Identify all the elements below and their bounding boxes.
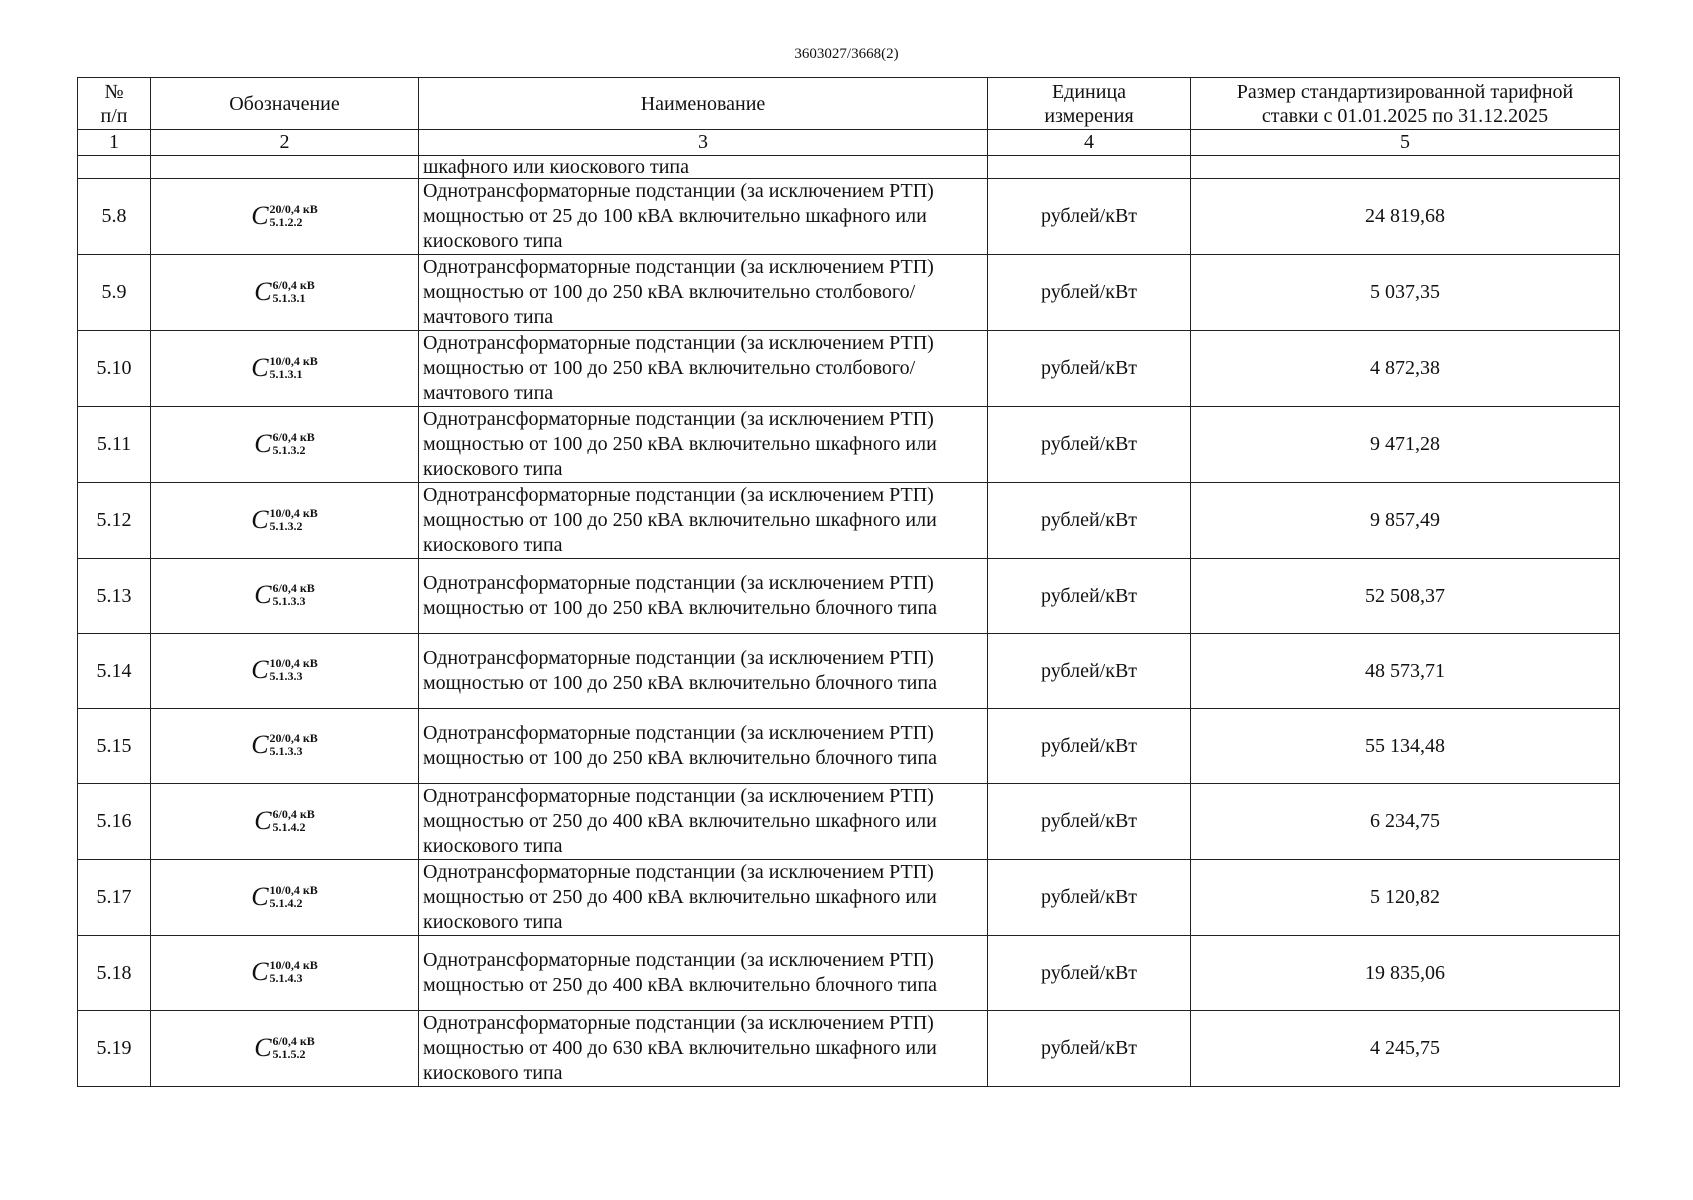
designation-letter: C xyxy=(251,352,269,382)
designation-letter: C xyxy=(254,428,272,458)
table-row xyxy=(78,634,1620,709)
row-name: Однотрансформаторные подстанции (за исключением РТП) мощностью от 250 до 400 кВА включительно блочного типа xyxy=(419,936,988,1011)
designation-subscript: 5.1.3.2 xyxy=(272,442,306,457)
designation-formula xyxy=(254,805,315,835)
row-number: 5.17 xyxy=(78,860,151,936)
row-designation xyxy=(151,179,419,255)
row-unit: рублей/кВт xyxy=(988,483,1191,559)
designation-subscript: 5.1.4.3 xyxy=(269,971,303,985)
header-row xyxy=(78,78,1620,130)
table-row xyxy=(78,559,1620,634)
tariff-table xyxy=(77,77,1620,1087)
header-unit-line1: Единица xyxy=(1051,80,1127,103)
row-unit: рублей/кВт xyxy=(988,331,1191,407)
designation-superscript: 6/0,4 кВ xyxy=(272,277,315,292)
designation-letter: C xyxy=(251,730,269,759)
row-rate-value: 5 120,82 xyxy=(1191,860,1620,936)
row-rate-value: 9 857,49 xyxy=(1191,483,1620,559)
row-number: 5.15 xyxy=(78,709,151,784)
row-name: Однотрансформаторные подстанции (за исключением РТП) мощностью от 250 до 400 кВА включительно шкафного или киоскового типа xyxy=(419,860,988,936)
designation-superscript: 10/0,4 кВ xyxy=(269,656,318,670)
row-name: Однотрансформаторные подстанции (за исключением РТП) мощностью от 250 до 400 кВА включительно шкафного или киоскового типа xyxy=(419,784,988,860)
designation-formula xyxy=(254,276,315,306)
designation-letter: C xyxy=(254,805,272,835)
row-designation xyxy=(151,936,419,1011)
designation-subscript: 5.1.3.1 xyxy=(269,366,303,381)
designation-superscript: 10/0,4 кВ xyxy=(269,505,318,520)
row-name: Однотрансформаторные подстанции (за исключением РТП) мощностью от 100 до 250 кВА включительно шкафного или киоскового типа xyxy=(419,483,988,559)
header-number-line1: № xyxy=(104,80,124,103)
table-row xyxy=(78,1011,1620,1087)
row-name: Однотрансформаторные подстанции (за исключением РТП) мощностью от 100 до 250 кВА включительно шкафного или киоскового типа xyxy=(419,407,988,483)
header-unit-line2: измерения xyxy=(1044,104,1134,127)
designation-superscript: 10/0,4 кВ xyxy=(269,353,318,368)
designation-formula xyxy=(251,504,318,534)
row-name: Однотрансформаторные подстанции (за исключением РТП) мощностью от 100 до 250 кВА включительно блочного типа xyxy=(419,634,988,709)
designation-letter: C xyxy=(251,504,269,534)
designation-superscript: 6/0,4 кВ xyxy=(272,806,315,821)
header-number xyxy=(78,78,151,130)
row-number: 5.12 xyxy=(78,483,151,559)
designation-subscript: 5.1.2.2 xyxy=(269,214,303,229)
row-rate-value: 55 134,48 xyxy=(1191,709,1620,784)
row-unit: рублей/кВт xyxy=(988,709,1191,784)
row-name: Однотрансформаторные подстанции (за исключением РТП) мощностью от 100 до 250 кВА включительно блочного типа xyxy=(419,559,988,634)
designation-formula xyxy=(251,657,318,683)
designation-formula xyxy=(251,732,318,758)
table-row xyxy=(78,709,1620,784)
designation-letter: C xyxy=(251,655,269,684)
header-rate xyxy=(1191,78,1620,130)
row-unit: рублей/кВт xyxy=(988,634,1191,709)
row-number: 5.11 xyxy=(78,407,151,483)
row-rate-value: 4 872,38 xyxy=(1191,331,1620,407)
row-rate-value: 48 573,71 xyxy=(1191,634,1620,709)
designation-letter: C xyxy=(251,881,269,911)
header-rate-line2: ставки с 01.01.2025 по 31.12.2025 xyxy=(1261,104,1549,127)
designation-subscript: 5.1.4.2 xyxy=(269,895,303,910)
row-unit: рублей/кВт xyxy=(988,1011,1191,1087)
row-unit: рублей/кВт xyxy=(988,255,1191,331)
row-name: Однотрансформаторные подстанции (за исключением РТП) мощностью от 100 до 250 кВА включительно столбового/мачтового типа xyxy=(419,255,988,331)
designation-letter: C xyxy=(254,1032,272,1062)
row-number: 5.19 xyxy=(78,1011,151,1087)
row-rate-value: 5 037,35 xyxy=(1191,255,1620,331)
row-designation xyxy=(151,860,419,936)
designation-letter: C xyxy=(254,276,272,306)
row-number: 5.10 xyxy=(78,331,151,407)
designation-subscript: 5.1.3.3 xyxy=(272,594,306,608)
table-row xyxy=(78,255,1620,331)
row-designation xyxy=(151,331,419,407)
row-designation xyxy=(151,709,419,784)
column-number: 4 xyxy=(988,130,1191,156)
designation-superscript: 6/0,4 кВ xyxy=(272,581,315,595)
column-number: 5 xyxy=(1191,130,1620,156)
designation-formula xyxy=(254,582,315,608)
designation-subscript: 5.1.3.2 xyxy=(269,518,303,533)
table-row xyxy=(78,860,1620,936)
header-rate-line1: Размер стандартизированной тарифной xyxy=(1236,80,1574,103)
table-row xyxy=(78,179,1620,255)
designation-letter: C xyxy=(251,957,269,986)
row-designation xyxy=(151,1011,419,1087)
designation-subscript: 5.1.3.1 xyxy=(272,290,306,305)
header-number-line2: п/п xyxy=(100,104,128,127)
row-name: Однотрансформаторные подстанции (за исключением РТП) мощностью от 400 до 630 кВА включительно шкафного или киоскового типа xyxy=(419,1011,988,1087)
row-number: 5.18 xyxy=(78,936,151,1011)
row-designation xyxy=(151,559,419,634)
row-rate-value: 19 835,06 xyxy=(1191,936,1620,1011)
designation-superscript: 6/0,4 кВ xyxy=(272,429,315,444)
designation-subscript: 5.1.3.3 xyxy=(269,744,303,758)
row-name: Однотрансформаторные подстанции (за исключением РТП) мощностью от 25 до 100 кВА включительно шкафного или киоскового типа xyxy=(419,179,988,255)
row-designation xyxy=(151,255,419,331)
header-name: Наименование xyxy=(419,78,988,130)
row-name: Однотрансформаторные подстанции (за исключением РТП) мощностью от 100 до 250 кВА включительно блочного типа xyxy=(419,709,988,784)
row-rate-value: 9 471,28 xyxy=(1191,407,1620,483)
row-unit: рублей/кВт xyxy=(988,784,1191,860)
header-designation: Обозначение xyxy=(151,78,419,130)
designation-formula xyxy=(251,959,318,985)
row-name: Однотрансформаторные подстанции (за исключением РТП) мощностью от 100 до 250 кВА включительно столбового/мачтового типа xyxy=(419,331,988,407)
row-unit: рублей/кВт xyxy=(988,860,1191,936)
designation-formula xyxy=(251,881,318,911)
designation-superscript: 6/0,4 кВ xyxy=(272,1033,315,1048)
column-number: 2 xyxy=(151,130,419,156)
row-rate-value: 6 234,75 xyxy=(1191,784,1620,860)
column-number: 3 xyxy=(419,130,988,156)
row-unit: рублей/кВт xyxy=(988,559,1191,634)
row-number: 5.14 xyxy=(78,634,151,709)
designation-formula xyxy=(254,1032,315,1062)
header-unit xyxy=(988,78,1191,130)
designation-subscript: 5.1.5.2 xyxy=(272,1046,306,1061)
row-designation xyxy=(151,634,419,709)
row-designation xyxy=(151,407,419,483)
row-unit: рублей/кВт xyxy=(988,936,1191,1011)
row-designation xyxy=(151,483,419,559)
designation-subscript: 5.1.4.2 xyxy=(272,819,306,834)
column-number: 1 xyxy=(78,130,151,156)
designation-letter: C xyxy=(251,200,269,230)
row-number: 5.16 xyxy=(78,784,151,860)
row-unit: рублей/кВт xyxy=(988,179,1191,255)
column-number-row xyxy=(78,130,1620,156)
row-number: 5.13 xyxy=(78,559,151,634)
designation-superscript: 20/0,4 кВ xyxy=(269,731,318,745)
row-unit: рублей/кВт xyxy=(988,407,1191,483)
designation-formula xyxy=(251,352,318,382)
row-designation xyxy=(151,784,419,860)
table-row xyxy=(78,483,1620,559)
table-row xyxy=(78,331,1620,407)
continuation-row xyxy=(78,156,1620,179)
row-rate-value: 24 819,68 xyxy=(1191,179,1620,255)
table-row xyxy=(78,936,1620,1011)
continuation-text: шкафного или киоскового типа xyxy=(419,156,988,179)
designation-superscript: 10/0,4 кВ xyxy=(269,882,318,897)
table-row xyxy=(78,784,1620,860)
row-number: 5.9 xyxy=(78,255,151,331)
row-rate-value: 52 508,37 xyxy=(1191,559,1620,634)
table-row xyxy=(78,407,1620,483)
row-number: 5.8 xyxy=(78,179,151,255)
designation-formula xyxy=(251,200,318,230)
designation-superscript: 10/0,4 кВ xyxy=(269,958,318,972)
document-number: 3603027/3668(2) xyxy=(794,46,899,62)
row-rate-value: 4 245,75 xyxy=(1191,1011,1620,1087)
designation-subscript: 5.1.3.3 xyxy=(269,669,303,683)
designation-letter: C xyxy=(254,580,272,609)
designation-superscript: 20/0,4 кВ xyxy=(269,201,318,216)
designation-formula xyxy=(254,428,315,458)
